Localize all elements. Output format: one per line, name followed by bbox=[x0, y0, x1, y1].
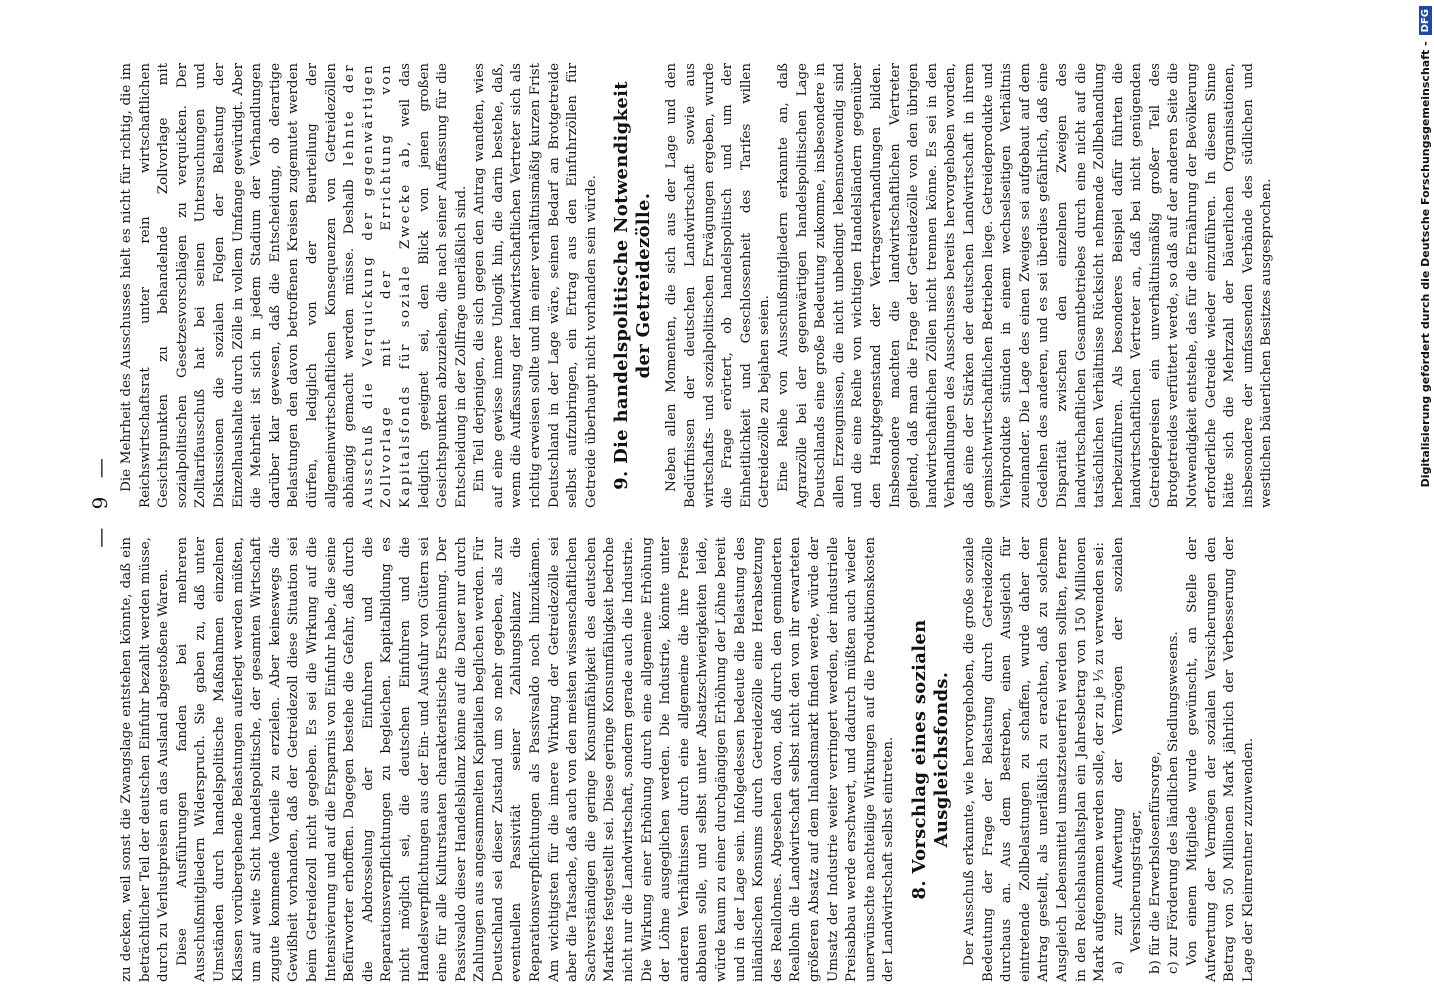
right-column bbox=[118, 63, 1298, 508]
paragraph: Ein Teil derjenigen, die sich gegen den Antrag wandten, wies auf eine gewisse innere Unlogik hin, die darin bestehe, daß, wenn die Auffassung der landwirtschaftlichen Vertreter sich als richtig erweisen sollte und im einer verhältnismäßig kurzen Frist Deutschland in der Lage wäre, seinen Bedarf an Brotgetreide selbst aufzubringen, ein Ertrag aus den Einfuhrzöllen für Getreide überhaupt nicht vorhanden sein würde. bbox=[472, 63, 599, 508]
digitization-credit bbox=[1418, 6, 1432, 994]
paragraph: Neben allen Momenten, die sich aus der Lage und den Bedürfnissen der deutschen Landwirtschaft sowie aus wirtschafts- und sozialpolitischen Erwägungen ergeben, wurde die Frage erörtert, ob handelspolitisch und um der Einheitlichkeit und Geschlossenheit des Tarifes willen Getreidezölle zu bejahen seien. bbox=[664, 63, 773, 508]
section-heading-8: 8. Vorschlag eines sozialen Ausgleichsfonds. bbox=[908, 619, 952, 900]
paragraph-text: Die Mehrheit des Ausschusses hielt es nicht für richtig, die im Reichswirtschaftsrat unter rein wirtschaftlichen Gesichtspunkten zu behandelnde Zollvorlage mit sozialpolitischen Gesetzesvorschlägen zu verquicken. Der Zolltarifausschuß hat bei seinen Untersuchungen und Diskussionen die sozialen Folgen der Belastung der Einzelhaushalte durch Zölle in vollem Umfange gewürdigt. Aber die Mehrheit ist sich in jedem Stadium der Verhandlungen darüber klar gewesen, daß die Entscheidung, ob derartige Belastungen den davon betroffenen Kreisen zugemutet werden dürfen, lediglich von der Beurteilung der allgemeinwirtschaftlichen Konsequenzen von Getreidezöllen abhängig gemacht werden müsse. Deshalb bbox=[119, 63, 358, 508]
list-item: b) für die Erwerbslosenfürsorge, bbox=[1147, 751, 1163, 974]
paragraph bbox=[118, 63, 471, 508]
paragraph: Von einem Mitgliede wurde gewünscht, an Stelle der Aufwertung der Vermögen der sozialen Versicherungen den Betrag von 50 Millionen Mark jährlich der Verbesserung der Lage der Kleinrentner zuzuwenden. bbox=[1185, 537, 1256, 982]
left-column bbox=[118, 537, 1298, 982]
paragraph: zu decken, weil sonst die Zwangslage entstehen könnte, daß ein beträchtlicher Teil der deutschen Einfuhr bezahlt werden müsse, durch zu Verlustpreisen an das Ausland abgestoßene Waren. bbox=[119, 537, 172, 982]
spaced-emphasis: lehnte der Ausschuß die Verquickung der gegenwärtigen Zollvorlage mit der Errichtung von Kapitalsfonds für soziale Zwecke ab, bbox=[342, 63, 413, 508]
paragraph-text: weil das lediglich geeignet sei, den Blick von jenen großen Gesichtspunkten abzuziehen, die nach seiner Auffassung für die Entscheidung in der Zollfrage unerläßlich sind. bbox=[397, 63, 469, 508]
credit-line bbox=[1418, 6, 1432, 994]
credit-text: Digitalisierung gefördert durch die Deutsche Forschungsgemeinschaft - bbox=[1418, 41, 1432, 488]
paragraph: Eine Reihe von Ausschußmitgliedern erkannte an, daß Agrarzölle bei der gegenwärtigen handelspolitischen Lage Deutschlands eine große Bedeutung zukomme, insbesondere in allen Erzeugnissen, die nicht unbedingt lebensnotwendig sind und die eine Reihe von wichtigen Handelsländern gegenüber den Hauptgegenstand der Vertragsverhandlungen bilden. Insbesondere machten die landwirtschaftlichen Vertreter geltend, daß man die Frage der Getreidezölle von den übrigen landwirtschaftlichen Zöllen nicht trennen könne. Es sei in den Verhandlungen des Ausschusses bereits hervorgehoben worden, daß eine der Stärken der deutschen Landwirtschaft in ihrem gemischtwirtschaftlichen Betrieben liege. Getreideprodukte und Viehprodukte stünden in einem wechselseitigen Verhältnis zueinander. Die Lage des einen Zweiges sei aufgebaut auf dem Gedeihen des anderen, und es sei überdies gefährlich, daß eine Disparität zwischen den einzelnen Zweigen des landwirtschaftlichen Gesamtbetriebes durch eine nicht auf die tatsächlichen Verhältnisse Rücksicht nehmende Zollbehandlung herbeizuführen. Als besonderes Beispiel dafür führten die landwirtschaftlichen Vertreter an, daß bei nicht genügenden Getreidepreisen ein unverhältnismäßig großer Teil des Brotgetreides verfüttert werde, so daß auf der anderen Seite die Notwendigkeit entstehe, das für die Ernährung der Bevölkerung erforderliche Getreide wieder einzuführen. In diesem Sinne hätte sich die Mehrzahl der bäuerlichen Organisationen, insbesondere der umfassenden Verbände des südlichen und westlichen bäuerlichen Besitzes ausgesprochen. bbox=[776, 63, 1275, 508]
list-item: c) zur Förderung des ländlichen Siedlungswesens. bbox=[1166, 631, 1182, 974]
page-number: — 9 — bbox=[88, 452, 112, 548]
paragraph: Diese Ausführungen fanden bei mehreren Ausschußmitgliedern Widerspruch. Sie gaben zu, daß unter Umständen durch handelspolitische Maßnahmen einzelnen Klassen vorübergehende Belastungen auferlegt werden müßten, um auf weite Sicht handelspolitische, der gesamten Wirtschaft zugute kommende Vorteile zu erzielen. Aber keineswegs die Gewißheit vorhanden, daß der Getreidezoll diese Situation sei beim Getreidezoll nicht gegeben. Es sei die Wirkung auf die Intensivierung und auf die Ersparnis von Einfuhr habe, die seine Befürworter erhofften. Dagegen bestehe die Gefahr, daß durch die Abdrosselung der Einfuhren und die Reparationsverpflichtungen zu begleichen. Kapitalbildung es nicht möglich sei, die deutschen Einfuhren und die Handelsverpflichtungen aus der Ein- und Ausfuhr von Gütern sei eine für alle Kulturstaaten charakteristische Erscheinung. Der Passivsaldo dieser Handelsbilanz könne auf die Dauer nur durch Zahlungen aus angesammelten Kapitalien beglichen werden. Für Deutschland sei dieser Zustand um so mehr gegeben, als zur eventuellen Passivität seiner Zahlungsbilanz die Reparationsverpflichtungen als Passivsaldo noch hinzukämen. Am wichtigsten für die innere Wirkung der Getreidezölle sei aber die Tatsache, daß auch von den meisten wissenschaftlichen Sachverständigen die geringe Konsumfähigkeit des deutschen Marktes festgestellt sei. Diese geringe Konsumfähigkeit bedrohe nicht nur die Landwirtschaft, sondern gerade auch die Industrie. Die Wirkung einer Erhöhung durch eine allgemeine Erhöhung der Löhne ausgeglichen werden. Die Industrie, könnte unter anderen Verhältnissen durch eine allgemeine die ihre Preise abbauen solle, und selbst unter Absatzschwierigkeiten leide, würde kaum zu einer durchgängigen Erhöhung der Löhne bereit und in der Lage sein. Infolgedessen bedeute die Belastung des inländischen Konsums durch Getreidezölle eine Herabsetzung des Reallohnes. Abgesehen davon, daß durch den geminderten Reallohn die Landwirtschaft selbst nicht den von ihr erwarteten größeren Absatz auf dem Inlandsmarkt finden werde, würde der Umsatz der Industrie weiter verringert werden, der industrielle Preisabbau werde erschwert, und dadurch müßten auch wieder unerwünschte nachteilige Wirkungen auf die Produktionskosten der Landwirtschaft selbst eintreten. bbox=[174, 537, 897, 982]
section-heading-9: 9. Die handelspolitische Notwendigkeit der Getreidezölle. bbox=[611, 81, 655, 490]
list-item: a) zur Aufwertung der Vermögen der sozialen Versicherungsträger, bbox=[1110, 537, 1145, 974]
usage-list bbox=[1110, 537, 1184, 982]
paragraph: Der Ausschuß erkannte, wie hervorgehoben, die große soziale Bedeutung der Frage der Belastung durch Getreidezölle durchaus an. Aus dem Bestreben, einen Ausgleich für eintretende Zollbelastungen zu schaffen, wurde daher der Antrag gestellt, als unerläßlich zu erachten, daß zu solchem Ausgleich Lebensmittel umsatzsteuerfrei werden sollten, ferner in den Reichshaushaltsplan ein Jahresbetrag von 150 Millionen Mark aufgenommen werden solle, der zu je ⅓ zu verwenden sei: bbox=[961, 537, 1108, 982]
dfg-logo: DFG bbox=[1419, 6, 1432, 35]
